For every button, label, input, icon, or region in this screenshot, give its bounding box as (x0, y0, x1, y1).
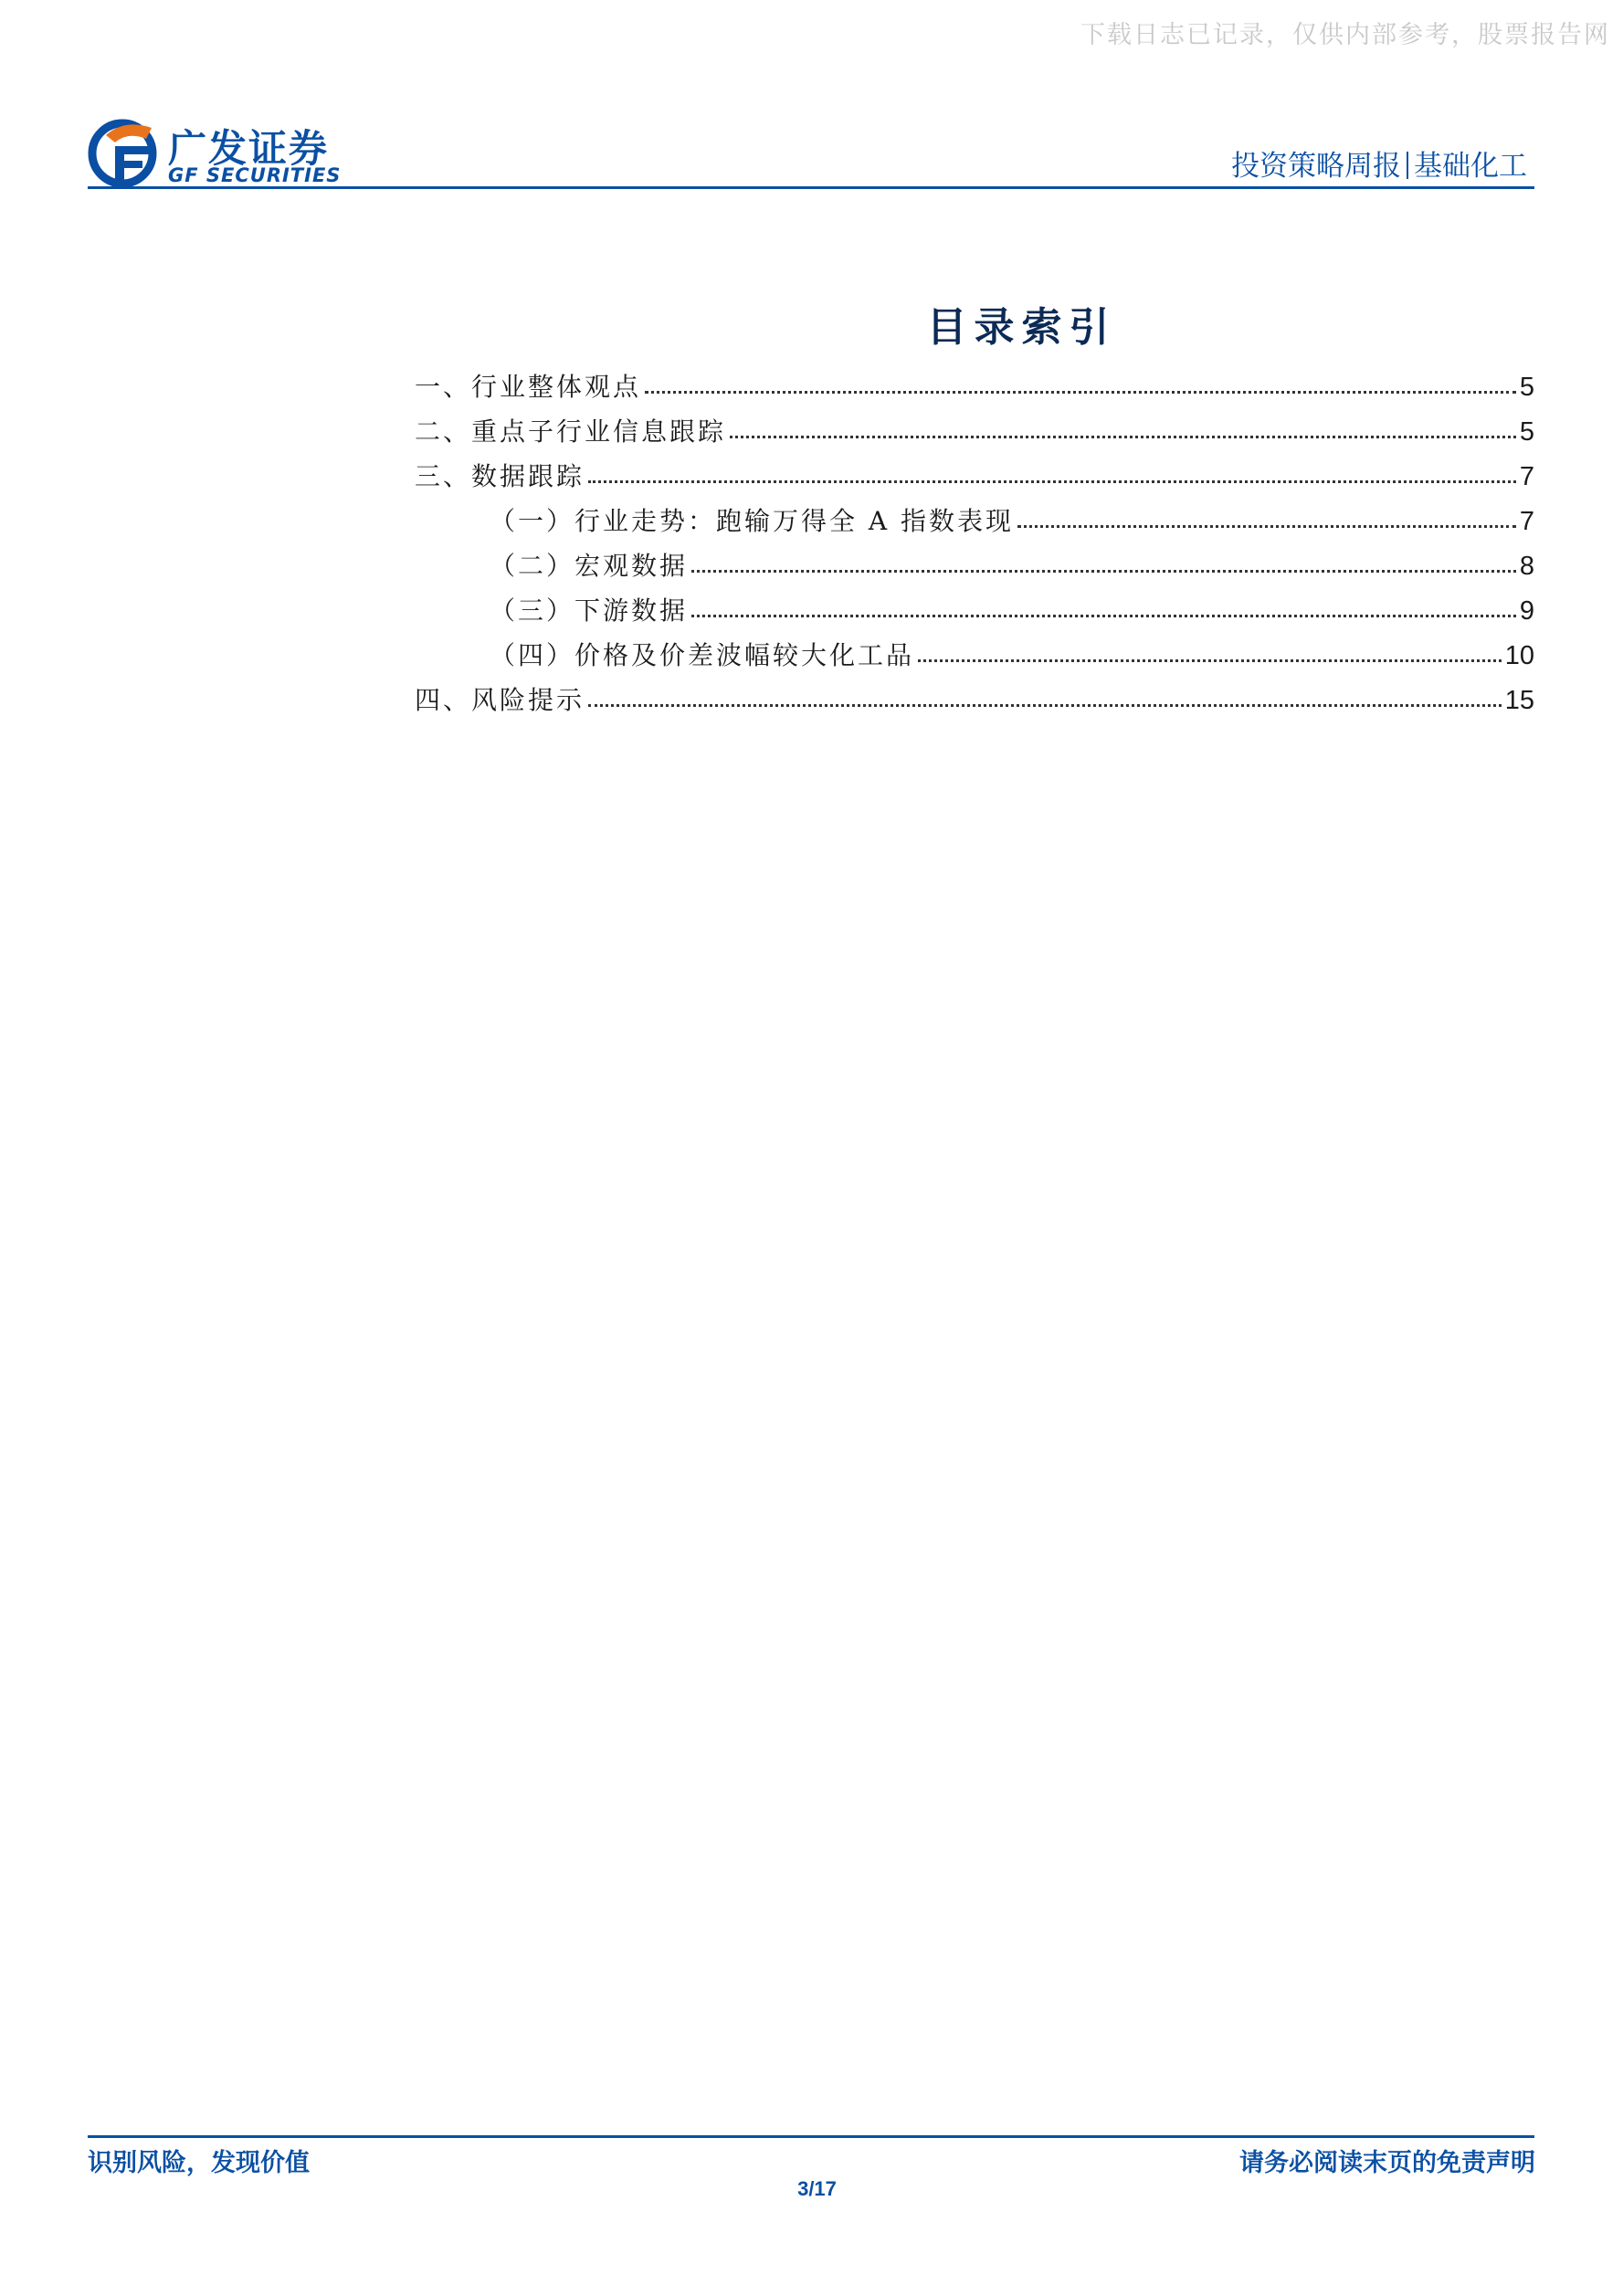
footer-slogan: 识别风险，发现价值 (88, 2149, 310, 2177)
toc-dot-leader (918, 658, 1502, 662)
toc-entry[interactable] (415, 367, 1534, 412)
toc-title: 目录索引 (926, 304, 1117, 351)
gf-securities-logo (88, 115, 362, 190)
toc-entry[interactable] (415, 457, 1534, 501)
toc-entry[interactable] (415, 546, 1534, 591)
report-type-label (1231, 142, 1527, 184)
logo-chinese-name: 广发证券 (168, 126, 330, 171)
watermark-text: 下载日志已记录，仅供内部参考，股票报告网 (1080, 21, 1610, 49)
logo-english-name: GF SECURITIES (168, 164, 342, 186)
toc-entry[interactable] (415, 680, 1534, 725)
report-category: 投资策略周报 (1231, 150, 1401, 183)
toc-entry-page: 7 (1519, 462, 1534, 491)
toc-entry-label: （四）价格及价差波幅较大化工品 (490, 640, 915, 670)
page-number: 3/17 (797, 2177, 837, 2200)
toc-dot-leader (588, 479, 1516, 483)
toc-entry-page: 8 (1519, 552, 1534, 581)
toc-entry-label: （一）行业走势：跑输万得全 A 指数表现 (490, 506, 1015, 536)
footer-disclaimer-note: 请务必阅读末页的免责声明 (1239, 2149, 1535, 2177)
toc-entry[interactable] (415, 636, 1534, 680)
toc-entry-page: 5 (1519, 373, 1534, 402)
toc-entry-page: 5 (1519, 417, 1534, 447)
toc-entry-label: （二）宏观数据 (490, 551, 689, 581)
toc-entry[interactable] (415, 412, 1534, 457)
page-header (88, 108, 1534, 192)
toc-entry-label: （三）下游数据 (490, 595, 689, 626)
toc-entry-label: 二、重点子行业信息跟踪 (415, 416, 727, 447)
report-sector: 基础化工 (1414, 150, 1527, 183)
toc-entry-label: 三、数据跟踪 (415, 461, 585, 491)
toc-entry-label: 四、风险提示 (415, 685, 585, 715)
toc-entry-label: 一、行业整体观点 (415, 372, 642, 402)
header-separator (1407, 152, 1408, 179)
toc-dot-leader (1017, 524, 1516, 528)
toc-entry-page: 7 (1519, 507, 1534, 536)
toc-dot-leader (588, 703, 1502, 707)
toc-entry-page: 10 (1504, 641, 1534, 670)
toc-dot-leader (691, 614, 1516, 617)
gf-logo-icon (88, 115, 161, 188)
header-divider (88, 186, 1534, 189)
table-of-contents (415, 367, 1534, 725)
toc-entry[interactable] (415, 591, 1534, 636)
toc-dot-leader (730, 435, 1516, 438)
toc-entry-page: 9 (1519, 596, 1534, 626)
toc-entry-page: 15 (1504, 686, 1534, 715)
toc-dot-leader (645, 390, 1516, 394)
footer-divider (88, 2135, 1534, 2138)
toc-entry[interactable] (415, 501, 1534, 546)
toc-dot-leader (691, 569, 1516, 573)
